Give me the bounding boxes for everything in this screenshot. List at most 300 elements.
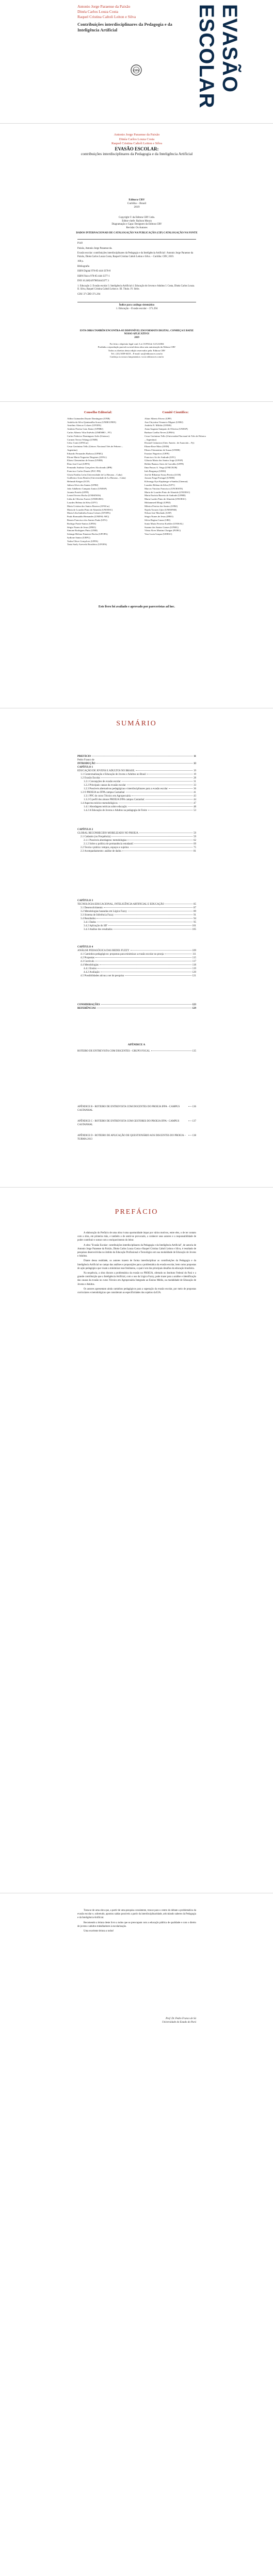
summary-entry <box>77 766 196 769</box>
summary-entry <box>77 956 196 960</box>
scientific-member: Elizeu Clementino de Souza (UNEB) <box>144 448 180 451</box>
appendix-list <box>77 1105 196 1148</box>
summary-entry <box>77 913 196 917</box>
appendix-entry-page: 137 <box>192 1120 196 1123</box>
summary-entry-text: 1.4 Aspectos teórico-metodológicos <box>81 802 118 805</box>
editorial-member: Celso Conti (UFSCar) <box>67 442 89 445</box>
summary-entry-page: 121 <box>192 975 196 977</box>
editorial-member: João Adalberto Campato Junior (UNESP) <box>67 487 107 490</box>
summary-list-chapter-3 <box>77 899 196 931</box>
editorial-member: Paulo Romualdo Hernandes (UNIFAL-MG) <box>67 515 109 518</box>
publisher-logo-icon <box>131 64 142 76</box>
leader-dots <box>146 799 192 800</box>
signature-org: Universidade do Estado do Pará <box>162 2021 196 2024</box>
summary-entry-page: 11 <box>194 755 196 758</box>
leader-dots <box>151 1050 191 1051</box>
scientific-member: Mohammed Elhajji (UFRJ) <box>144 501 171 504</box>
scientific-committee-list <box>144 417 206 536</box>
scientific-committee <box>144 411 206 536</box>
site-line: Conheça os nossos lançamentos: www.editoracrv.com.br <box>109 355 164 359</box>
leader-dots <box>125 975 191 976</box>
peer-review-note: Este livro foi avaliado e aprovado por pareceristas ad hoc. <box>98 605 175 608</box>
editorial-member: Elizeu Clementino de Souza (UNEB) <box>67 459 103 462</box>
cip-line: 1. Educação 2. Evasão escolar 3. Inteligência Artificial 4. Educação de Jovens e Adultos I. Costa, Dinéa Carlos Louza. II. Silva, Raquel Cristina Caltoli Leiton e. III. Título. IV. Série. <box>77 284 195 291</box>
scientific-member: Maria de Lourdes Pinto de Almeida (UNOESC) <box>144 490 190 494</box>
scientific-member: Suzana dos Santos Gomes (UFMG) <box>144 526 179 529</box>
scientific-member: Altair Alberto Fávero (UPF) <box>144 417 172 420</box>
cip-line: CDU 37 CDD 371.294 <box>77 293 101 296</box>
scientific-member: Najela Tavares Ujiie (UNESPAR) <box>144 508 177 511</box>
editorial-member: Anselmo Alencar Colares (UFOPA) <box>67 424 102 427</box>
cover-author: Antonio Jorge Paraense da Paixão <box>77 4 131 9</box>
editorial-member: Carlos Federico Dominguez Avila (Unieuro) <box>67 434 109 437</box>
summary-entry-page: 44 <box>194 799 196 801</box>
leader-dots <box>188 1135 191 1136</box>
office-block <box>77 343 196 359</box>
summary-entry-text: 2.2 Teoria e prática: tempos, espaços e sujeitos <box>81 846 129 849</box>
summary-entry <box>77 832 196 835</box>
summary-entry-page: 36 <box>194 788 196 790</box>
summary-entry <box>77 960 196 963</box>
summary-entry-text: 4.4 Metodologias <box>81 964 99 967</box>
editorial-member: Fernando Antônio Gonçalves Alcoforado (IPB) <box>67 466 113 469</box>
leader-dots <box>132 795 192 796</box>
editorial-member: Maria Lília Imbiriba Sousa Colares (UFOPA) <box>67 512 110 515</box>
editorial-member: Antônio Pereira Gaio Júnior (UFRRJ) <box>67 428 103 431</box>
credits-title <box>77 146 196 157</box>
preface-paragraph: Diante dessa realidade, os autores trazem de forma interdisciplinar as contribuições da Pedagogia e da Inteligência Artificial no campo das análises e proposições para a problemática da evasão escolar, bem como propostas de ação pedagógica que visam a minimizar esse fenômeno, o qual é um dos principais desafios da educação brasileira. <box>77 1260 196 1270</box>
appendix-a-entry <box>77 1049 196 1053</box>
editorial-member: Sydione Santos (UEPG) <box>67 536 90 539</box>
summary-entry <box>77 839 196 842</box>
summary-entry-text: TECNOLOGIA EDUCACIONAL, INTELIGÊNCIA ARTIFICIAL E EDUCAÇÃO <box>77 903 165 906</box>
scientific-member: Diosnel Centurion (Univ Americ. de Asunción – Py) <box>144 442 195 445</box>
summary-entry-page: 81 <box>194 850 196 853</box>
summary-entry-text: CAPÍTULO 2 <box>77 828 93 831</box>
preface-continued-body <box>77 1909 196 1934</box>
diagram-line: Diagramação e Capa: Designers da Editora CRV <box>111 223 162 226</box>
signature-name: Prof. Dr. Pedro Franco de Sá <box>166 2018 196 2020</box>
summary-entry <box>77 974 196 978</box>
summary-entry-text: 4.1 Caminhos pedagógicos: propostas para minimizar a evasão escolar no proeja <box>81 953 164 956</box>
credits-author: Dinéa Carlos Louza Costa <box>119 137 155 141</box>
leader-dots <box>122 781 192 782</box>
scientific-member: Sérgio Nunes de Jesus (IFRO) <box>144 515 173 518</box>
scientific-member: Lourdes Helena da Silva (UFV) <box>144 483 175 486</box>
summary-entry <box>77 805 196 809</box>
summary-entry-text: 1.2.1 Concepções de evasão escolar <box>84 781 121 783</box>
editorial-member: Gloria Fariñas León (Universidade de La Havana – Cuba) <box>67 473 122 476</box>
summary-entry-text: 3.1 Desenvolvimento <box>81 907 103 909</box>
appendix-a-text: ROTEIRO DE ENTREVISTA COM DISCENTES - GRUPO FOCAL <box>77 1050 150 1053</box>
summary-entry <box>77 903 196 906</box>
editorial-member: Carlos Alberto Vilar Estêvão (UMINHO – PT) <box>67 431 111 434</box>
summary-entry <box>77 928 196 931</box>
publisher-city: Curitiba – Brasil <box>127 202 147 205</box>
summary-entry <box>77 802 196 805</box>
leader-dots <box>115 914 192 915</box>
summary-entry <box>77 906 196 910</box>
summary-entry <box>77 842 196 846</box>
summary-entry-page: 89 <box>194 910 196 913</box>
appendix-entry-text: APÊNDICE C - ROTEIRO DE ENTREVISTA COM GESTORES DO PROEJA IFPA - CAMPUS CASTANHAL <box>77 1120 180 1126</box>
leader-dots <box>97 918 192 919</box>
cip-line: Paixão, Antonio Jorge Paraense da. <box>77 247 113 250</box>
cip-line: Bibliografia <box>77 265 90 268</box>
summary-entry-text: Pedro Franco de <box>77 759 94 761</box>
summary-page <box>0 708 273 1188</box>
summary-list-chapter-4 <box>77 945 196 978</box>
cover-author: Dinéa Carlos Louza Costa <box>77 9 118 14</box>
summary-entry-text: 1.3.2 O perfil dos alunos PROEJA IFPA campus Castanhal <box>84 799 144 801</box>
appendix-entry <box>77 1105 196 1112</box>
leader-dots <box>134 843 192 844</box>
summary-entry-page: 120 <box>192 971 196 974</box>
preface-paragraph: Os autores apresentam ainda caminhos pedagógicos para a superação da evasão escolar, por meio de propostas curriculares e metodológicas que consideram as especificidades dos sujeitos da EJA. <box>77 1287 196 1295</box>
leader-dots <box>97 763 192 764</box>
summary-entry-text: 4.2 Propostas <box>81 957 94 959</box>
scientific-member: José de Ribamar Sousa Pereira (UCB) <box>144 473 181 476</box>
appendix-entry-page: 136 <box>192 1106 196 1108</box>
leader-dots <box>95 957 191 958</box>
cover-page <box>0 0 273 124</box>
editorial-member: Tadeu Oliver Gonçalves (UFPA) <box>67 539 99 543</box>
index-title: Índice para catálogo sistemático <box>119 304 155 307</box>
scientific-member: Andréia N. Militão (UEMS) <box>144 424 172 427</box>
summary-entry-text: 1.4.1 Abordagens teóricas sobre educação <box>84 806 127 808</box>
summary-entry <box>77 899 196 903</box>
editorial-member: Francisco Carlos Duarte (PUC-PR) <box>67 469 101 472</box>
summary-entry-text: ANÁLISE PEDAGÓGICA DAS REDES FUZZY <box>77 950 130 952</box>
rights-text: ESTA OBRA TAMBÉM ENCONTRA-SE DISPONÍVEL EM FORMATO DIGITAL. CONHEÇA E BAIXE NOSSO APLICATIVO! <box>79 330 194 336</box>
revision-line: Revisão: Os Autores <box>126 226 148 229</box>
summary-entry-text: 3.3 Sistema de Inferência Fuzzy <box>81 914 114 917</box>
summary-entry-page: 115 <box>192 957 196 959</box>
summary-entry <box>77 1003 196 1007</box>
preface-paragraph: Na sequência, a obra discute a problemática da evasão no PROEJA, ofertado no Instituto Federal do Pará e a grande contribuição que a Inteligência Artificial, com o uso da Lógica Fuzzy, pode trazer para a análise e identificação das causas da evasão no curso Técnico em Agropecuária Integrado ao Ensino Médio, na modalidade de Educação de Jovens e Adultos. <box>77 1272 196 1286</box>
summary-entry <box>77 769 196 773</box>
leader-dots <box>101 1004 191 1005</box>
editorial-member: Maria de Lourdes Pinto de Almeida (UNOESC) <box>67 508 113 511</box>
cip-line: 168 p. <box>77 260 84 263</box>
summary-entry <box>77 787 196 791</box>
editorial-council-list <box>67 417 129 547</box>
cover-title: Contribuições interdisciplinares da Pedagogia e da Inteligência Artificial <box>77 22 172 32</box>
summary-entry-text: 3.4.1 Dados <box>84 921 97 924</box>
editorial-member: Élsio José Corá (UFFS) <box>67 463 90 466</box>
credits-team <box>77 216 196 230</box>
summary-title: SUMÁRIO <box>116 720 157 727</box>
editorial-member: Sérgio Nunes de Jesus (IFRO) <box>67 526 96 529</box>
phone-line: Tel.: (41) 3039-6418 – E-mail: sac@editoracrv.com.br <box>110 352 163 355</box>
leader-dots <box>100 964 191 965</box>
cip-block <box>77 242 196 301</box>
leader-dots <box>101 777 192 778</box>
summary-entry-text: 3.4.2 Aplicação do SIF <box>84 925 107 927</box>
summary-entry-text: 4.5 Possibilidades ativas a ser de pesquisa <box>81 975 124 977</box>
summary-entry <box>77 971 196 974</box>
summary-entry-page: 48 <box>194 806 196 808</box>
scientific-member: Fauston Negreiros (UFPI) <box>144 452 169 455</box>
summary-entry-text: CONSIDERAÇÕES <box>77 1004 100 1006</box>
scientific-member: Jussara Fraga Portugal (UNEB) <box>144 477 175 480</box>
summary-entry-text: 1.3 O PROEJA no IFPA campus Castanhal <box>81 791 125 794</box>
publication-year: 2019 <box>134 206 140 209</box>
summary-entry-text: 2.1.2 Sobre a política de permanência estudantil <box>84 843 134 845</box>
appendix-entry-text: APÊNDICE B - ROTEIRO DE ENTREVISTA COM DOCENTES DO PROEJA IFPA - CAMPUS CASTANHAL <box>77 1106 180 1112</box>
cip-line: ISBN Digital 978-85-444-3378-8 <box>77 270 111 273</box>
summary-entry-page: 129 <box>192 1007 196 1010</box>
leader-dots <box>188 1106 191 1107</box>
editorial-member: Leonel Severo Rocha (UNISINOS) <box>67 494 101 497</box>
editorial-member: Renato Francisco dos Santos Paula (UFG) <box>67 518 107 521</box>
cip-rule-top <box>77 239 196 240</box>
scientific-member: Gláucia Maria dos Santos Jorge (UFOP) <box>144 459 183 462</box>
summary-entry <box>77 798 196 802</box>
appendix-entry <box>77 1134 196 1141</box>
summary-entry-text: 4.4.2 Avaliação <box>84 971 100 974</box>
scientific-member: Cesar Gerónimo Tello (Universidad Nacional de Três de Febrero – Argentina) <box>144 434 206 441</box>
scientific-member: Barbara Coelho Neves (UFBA) <box>144 431 175 434</box>
scientific-member: Mônica Pereira dos Santos (UFRJ) <box>144 504 178 507</box>
scientific-member: Helder Buenos Aires de Carvalho (UFPI) <box>144 463 184 466</box>
summary-entry-text: 1.4.2 A Educação de Jovens e Adultos na pedagogia de Freire <box>84 809 148 812</box>
summary-entry-text: EDUCAÇÃO DE JOVENS E ADULTOS NO BRASIL <box>77 770 135 772</box>
credits-page <box>0 124 273 402</box>
summary-entry-page: 43 <box>194 795 196 798</box>
summary-entry-page: 19 <box>194 770 196 772</box>
editorial-member: Andréia da Silva Quintanilha Sousa (UNIR/UFRN) <box>67 420 116 423</box>
preface-paragraph: A obra "Evasão Escolar: contribuições interdisciplinares da Pedagogia e da Inteligência Artificial", de autoria de Antonio Jorge Paraense da Paixão, Dinéa Carlos Louza Costa e Raquel Cristina Caltoli Leiton e Silva, é resultado de pesquisas desenvolvidas no âmbito da Educação Profissional e Tecnológica em sua modalidade de Educação de Jovens e Adultos. <box>77 1244 196 1258</box>
scientific-member: Ana Chrystina Venancio Mignot (UERJ) <box>144 420 183 423</box>
rights-block <box>77 330 196 340</box>
rights-year: 2019 <box>134 336 139 339</box>
summary-entry-page: 69 <box>194 843 196 845</box>
editorial-member: Rodrigo Pratte-Santos (UFES) <box>67 522 97 525</box>
summary-entry-page: 62 <box>194 839 196 842</box>
scientific-member: Sonia Maria Ferreira Koehler (UNISAL) <box>144 522 184 525</box>
summary-entry-text: PREFÁCIO <box>77 755 91 758</box>
summary-entry-text: CAPÍTULO 1 <box>77 766 93 769</box>
summary-entry-text: CAPÍTULO 4 <box>77 946 93 948</box>
svg-text:CRV: CRV <box>133 69 139 73</box>
leader-dots <box>104 907 192 908</box>
summary-entry <box>77 794 196 798</box>
summary-list-final <box>77 1003 196 1010</box>
summary-entry-page: 118 <box>192 964 196 967</box>
summary-entry-text: 4.4.1 Ensino <box>84 968 97 970</box>
publisher-block <box>77 198 196 209</box>
cip-line: Evasão escolar: contribuições interdisciplinares da Pedagogia e da Inteligência Artificial / Antonio Jorge Paraense da Paixão, Dinéa Carlos Louza Costa, Raquel Cristina Caltoli Leiton e Silva. – Curitiba: CRV, 2019. <box>77 252 194 258</box>
summary-entry <box>77 945 196 949</box>
summary-entry <box>77 850 196 853</box>
summary-entry-page: 28 <box>194 777 196 779</box>
editorial-member: Tania Suely Azevedo Brasileiro (UFOPA) <box>67 543 107 546</box>
editorial-member: Simone Rodrigues Pinto (UNB) <box>67 529 98 532</box>
leader-dots <box>130 847 192 848</box>
editorial-member: Lídia de Oliveira Xavier (UNIEURO) <box>67 498 103 501</box>
summary-entry-page: 13 <box>194 762 196 765</box>
cip-title: DADOS INTERNACIONAIS DE CATALOGAÇÃO NA PUBLICAÇÃO (CIP) CATALOGAÇÃO NA FONTE <box>76 232 198 234</box>
summary-entry <box>77 828 196 832</box>
summary-entry-page: 41 <box>194 791 196 794</box>
appendix-title: APÊNDICE A <box>127 1043 146 1046</box>
summary-entry <box>77 967 196 971</box>
cip-line: ISBN Físico 978-85-444-3377-1 <box>77 275 110 278</box>
summary-entry <box>77 1007 196 1010</box>
summary-entry <box>77 846 196 850</box>
preface-paragraph: Uma excelente leitura a todos! <box>84 1930 114 1933</box>
summary-entry-text: 2.1.1 Possíveis abordagens: metodologias <box>84 839 127 842</box>
preface-body <box>77 1231 196 1296</box>
scientific-member: Anna Augusta Sampaio de Oliveira (UNESP) <box>144 428 188 431</box>
law-line: Foi feito o depósito legal conf. Lei 10.994 de 14/12/2004 <box>109 343 164 345</box>
summary-list-chapter-2 <box>77 828 196 853</box>
summary-entry <box>77 924 196 928</box>
summary-entry-text: 3.4 Resultados <box>81 918 96 920</box>
summary-entry-text: 3.2 Metodologias baseadas em Lógica Fuzzy <box>81 910 127 913</box>
appendix-entry-text: APÊNDICE D - ROTEIRO DE APLICAÇÃO DE QUESTIONÁRIO AOS DISCENTES DO PROEJA – TURMA 2013 <box>77 1134 186 1141</box>
leader-dots <box>128 806 192 807</box>
proibida-line: Proibida a reprodução parcial ou total desta obra sem autorização da Editora CRV <box>98 346 176 349</box>
summary-entry-text: 1.1 Contextualização e Educação de Jovens e Adultos no Brasil <box>81 773 146 776</box>
summary-entry-page: 31 <box>194 781 196 783</box>
preface-title: PREFÁCIO <box>115 1208 158 1216</box>
summary-entry <box>77 835 196 839</box>
scientific-member: Francisco Ari de Andrade (UFC) <box>144 455 176 459</box>
credits-title-sub: contribuições interdisciplinares da Pedagogia e da Inteligência Artificial <box>81 151 193 156</box>
appendix-entry <box>77 1120 196 1127</box>
summary-entry <box>77 963 196 967</box>
summary-entry-page: 59 <box>194 832 196 835</box>
leader-dots <box>136 770 192 771</box>
summary-entry <box>77 762 196 766</box>
cip-line: P149 <box>77 242 83 245</box>
scientific-member: Vera Lucia Gaspar (UDESC) <box>144 533 172 536</box>
summary-entry-page: 87 <box>194 907 196 909</box>
credits-author: Antonio Jorge Paraense da Paixão <box>114 133 160 137</box>
summary-entry-page: 109 <box>192 950 196 952</box>
summary-entry-page: 53 <box>194 809 196 812</box>
editorial-member: Maria Cristina dos Santos Bezerra (UFSCar) <box>67 504 110 507</box>
summary-entry-text: 1.2.3 Possíveis alternativas pedagógicas e interdisciplinares para a evasão escolar <box>84 788 168 790</box>
summary-entry-page: 75 <box>194 846 196 849</box>
summary-entry-text: CAPÍTULO 3 <box>77 900 93 902</box>
appendix-entry-page: 138 <box>192 1134 196 1137</box>
summary-list-chapter-1 <box>77 755 196 812</box>
editorial-member: Cesar Gerónimo Tello (Univer. Nacional Três de Febrero – Argentina) <box>67 445 123 451</box>
summary-entry-page: 91 <box>194 914 196 917</box>
summary-entry-page: 33 <box>194 784 196 787</box>
summary-entry-text: 1.2 Evasão Escolar <box>81 777 101 779</box>
editorial-member: Elione Maria Nogueira Diogenes (UFAL) <box>67 455 107 459</box>
editorial-member: Jailson Alves dos Santos (UFRJ) <box>67 483 99 486</box>
summary-entry-text: 2.3 Acompanhamento: análise de dados <box>81 850 122 853</box>
editorial-council-title: Conselho Editorial: <box>84 411 113 414</box>
summary-entry <box>77 917 196 921</box>
summary-entry-page: 19 <box>194 773 196 776</box>
summary-entry <box>77 758 196 762</box>
index-block <box>77 304 196 311</box>
summary-entry <box>77 791 196 794</box>
summary-entry-text: GLOBAL RECONHECIDO MOBILIZADO NO PROEJA <box>77 832 139 835</box>
summary-entry <box>77 953 196 956</box>
leader-dots <box>111 836 192 837</box>
summary-entry-page: 119 <box>192 968 196 970</box>
scientific-member: Vânia Alves Martins Chaigar (FURG) <box>144 529 181 532</box>
credits-author: Raquel Cristina Caltoli Leiton e Silva <box>111 142 163 145</box>
editorial-member: Aldira Guimarães Duarte Domínguez (UNB) <box>67 417 110 420</box>
scientific-member: Marcos Vinicius Francisco (UNOESTE) <box>144 487 183 490</box>
scientific-member: Silvia Regina Canan (URI) <box>144 518 170 521</box>
cover-spine-title: EVASÃO ESCOLAR <box>195 4 241 109</box>
summary-entry <box>77 921 196 924</box>
leader-dots <box>98 968 191 969</box>
index-item: 1. Educação – Evasão escolar – 371.294 <box>116 307 158 310</box>
scientific-member: Kilwangy Kya Kapitango-a-Samba (Unemat) <box>144 480 188 483</box>
summary-entry-page: 59 <box>194 836 196 838</box>
editorial-member: Guillermo Arias Beatón (Universidade de La Havana – Cuba) <box>67 477 126 480</box>
cover-authors <box>77 4 186 20</box>
credits-title-main: EVASÃO ESCOLAR: <box>115 146 159 151</box>
summary-entry-text: REFERÊNCIAS <box>77 1007 96 1010</box>
editorial-member: Solange Helena Ximenes-Rocha (UFOPA) <box>67 533 108 536</box>
summary-entry-page: 123 <box>192 1004 196 1006</box>
preface-signature <box>129 2017 196 2024</box>
scientific-member: Ilma Passos A. Veiga (UNICEUB) <box>144 466 178 469</box>
editorial-member: Eduardo Fernandes Barbosa (UFMG) <box>67 452 103 455</box>
summary-entry-page: 85 <box>194 903 196 906</box>
preface-continued-page <box>0 1893 273 2576</box>
summary-entry-page: 111 <box>192 953 196 956</box>
scientific-member: Nilson José Machado (USP) <box>144 512 172 515</box>
summary-entry <box>77 755 196 758</box>
appendix-a-page: 135 <box>192 1050 196 1053</box>
scientific-member: Inês Bragança (UERJ) <box>144 469 166 472</box>
summary-entry <box>77 780 196 784</box>
summary-entry-page: 95 <box>194 921 196 924</box>
summary-entry-page: 47 <box>194 802 196 805</box>
editorial-member: Lourdes Helena da Silva (UFV) <box>67 501 98 504</box>
scientific-member: Maria Eurácia Barreto de Andrade (UFRB) <box>144 494 186 497</box>
cip-line: DOI 10.24824/978854443377.1 <box>77 280 109 282</box>
summary-entry-text: 3.4.3 Análise dos resultados <box>84 928 113 931</box>
leader-dots <box>169 788 192 789</box>
council-page <box>0 402 273 708</box>
leader-dots <box>108 925 191 926</box>
summary-entry <box>77 910 196 913</box>
summary-entry-page: 105 <box>192 928 196 931</box>
preface-paragraph: A elaboração do Prefácio de uma obra é uma oportunidade ímpar por vários motivos, entre eles, o de ter contato com a obra, em primeira mão, e também a de sentir-se provocado, a conhecer seus autores e a responsabilidade de poder contribuir e somar com o enriquecimento do leitor. <box>77 1232 196 1242</box>
editorial-member: Helmuth Krüger (UCP) <box>67 480 90 483</box>
publisher-name: Editora CRV <box>129 198 145 201</box>
office-line: Todos os direitos desta edição reservados pela: Editora CRV <box>108 349 166 352</box>
cover-author: Raquel Cristina Caltoli Leiton e Silva <box>77 14 136 19</box>
summary-entry <box>77 776 196 780</box>
summary-entry <box>77 809 196 812</box>
preface-page <box>0 1188 273 1893</box>
scientific-committee-title: Comitê Científico: <box>162 411 189 414</box>
summary-entry-page: 101 <box>192 925 196 927</box>
summary-entry-page: 117 <box>192 960 196 963</box>
summary-entry-page: 94 <box>194 918 196 920</box>
editor-line: Editor-chefe: Railson Moura <box>122 219 152 223</box>
summary-entry <box>77 949 196 953</box>
summary-entry <box>77 784 196 787</box>
preface-paragraph: Recomendo a leitura deste livro a todos que se preocupam com a educação pública de qualidade e com o direito de jovens e adultos trabalhadores à escolarização. <box>77 1921 196 1928</box>
summary-entry-text: INTRODUÇÃO <box>77 762 95 765</box>
scientific-member: Eliane Rose Maio (UEM) <box>144 445 169 448</box>
